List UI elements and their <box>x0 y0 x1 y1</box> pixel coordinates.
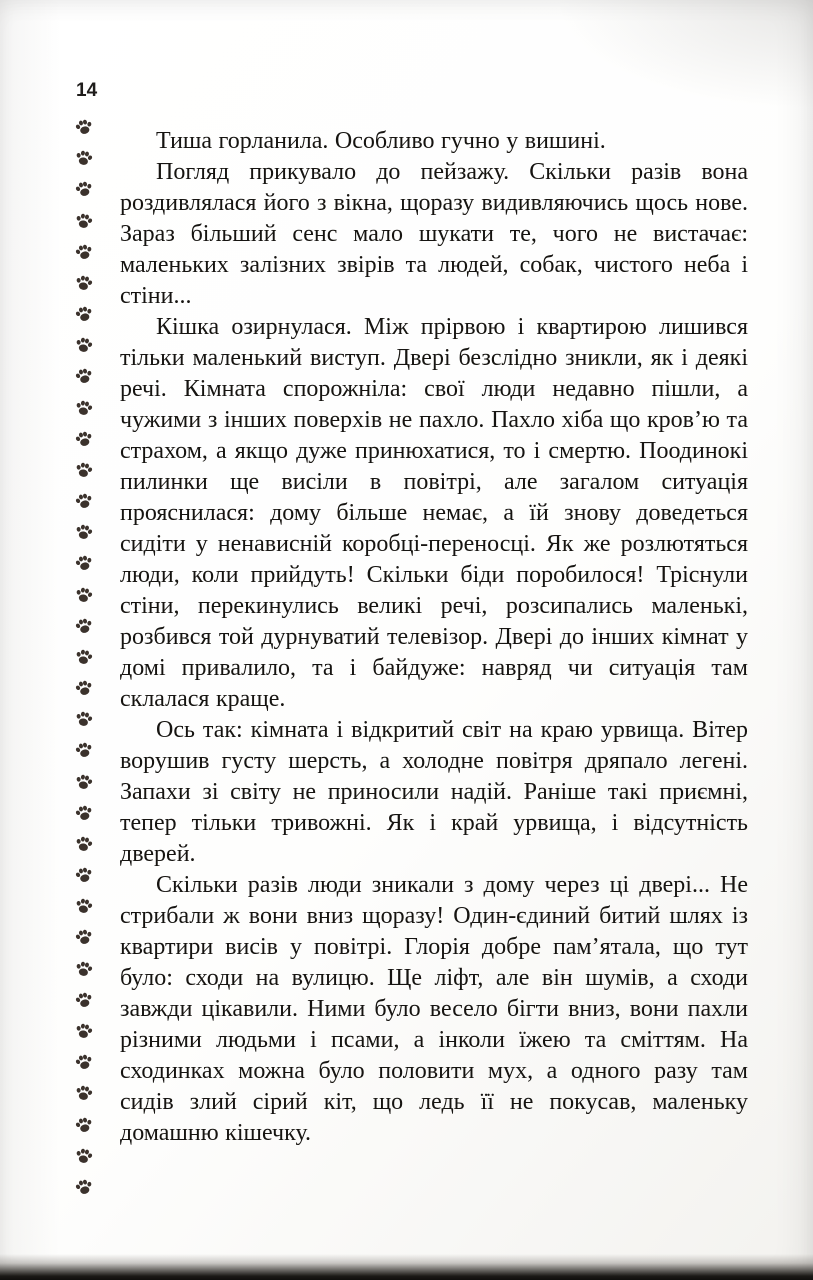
paw-icon <box>73 615 95 637</box>
paw-icon <box>73 303 95 325</box>
paw-icon <box>73 584 94 605</box>
paw-icon <box>73 864 95 886</box>
paw-icon <box>73 428 95 450</box>
page-left-shading <box>0 0 60 1280</box>
paw-icon <box>73 1176 95 1198</box>
paw-icon <box>73 397 94 418</box>
paw-icon <box>73 927 95 949</box>
paw-icon <box>73 1114 95 1136</box>
paw-icon <box>73 677 95 699</box>
paw-column <box>70 118 98 1196</box>
paw-icon <box>73 365 95 387</box>
page-number: 14 <box>76 80 98 101</box>
paw-icon <box>73 771 94 792</box>
paw-icon <box>73 210 94 231</box>
paw-icon <box>73 116 95 138</box>
paragraph: Кішка озирнулася. Між прірвою і квартирою лишився тільки маленький виступ. Двері безслідно зникли, як і деякі речі. Кімната спорожніла: свої люди недавно пішли, а чужими з інших поверхів не пахло. Пахло хіба що кров’ю та страхом, а якщо дуже принюхатися, то і смертю. Поодинокі пилинки ще висіли в повітрі, але загалом ситуація прояснилася: дому більше немає, а їй знову доведеться сидіти у ненависній коробці-переносці. Як же розлютяться люди, коли прийдуть! Скільки біди поробилося! Тріснули стіни, перекинулись великі речі, розсипались маленькі, розбився той дурнуватий телевізор. Двері до інших кімнат у домі привалило, та і байдуже: навряд чи ситуація там склалася краще. <box>120 314 748 712</box>
paragraph: Ось так: кімната і відкритий світ на краю урвища. Вітер ворушив густу шерсть, а холодне повітря дряпало легені. Запахи зі світу не приносили надій. Раніше такі приємні, тепер тільки тривожні. Як і край урвища, і відсутність дверей. <box>120 717 748 867</box>
paw-icon <box>73 989 95 1011</box>
paw-icon <box>73 148 94 169</box>
paw-icon <box>73 241 95 263</box>
paw-icon <box>73 896 94 917</box>
paw-icon <box>73 958 94 979</box>
text-block <box>120 126 748 1149</box>
paragraph: Скільки разів люди зникали з дому через ці двері... Не стрибали ж вони вниз щоразу! Один-єдиний битий шлях із квартири висів у повітрі. Глорія добре пам’ятала, що тут було: сходи на вулицю. Ще ліфт, але він шумів, а сходи завжди цікавили. Ними було весело бігти вниз, вони пахли різними людьми і псами, а інколи їжею та сміттям. На сходинках можна було половити мух, а одного разу там сидів злий сірий кіт, що ледь її не покусав, маленьку домашню кішечку. <box>120 872 748 1146</box>
paw-icon <box>73 1051 95 1073</box>
paw-icon <box>73 1020 94 1041</box>
paw-icon <box>73 740 95 762</box>
paw-icon <box>73 1083 94 1104</box>
paw-icon <box>73 335 94 356</box>
paw-icon <box>73 272 94 293</box>
paw-icon <box>73 833 94 854</box>
paw-icon <box>73 178 95 200</box>
paw-icon <box>73 522 94 543</box>
paw-icon <box>73 1145 94 1166</box>
paw-icon <box>73 459 94 480</box>
page-corner-shading <box>553 0 813 110</box>
paragraph: Погляд прикувало до пейзажу. Скільки разів вона роздивлялася його з вікна, щоразу видивляючись щось нове. Зараз більший сенс мало шукати те, чого не вистачає: маленьких залізних звірів та людей, собак, чистого неба і стіни... <box>120 159 748 309</box>
paw-icon <box>73 646 94 667</box>
paw-icon <box>73 709 94 730</box>
paragraph: Тиша горланила. Особливо гучно у вишині. <box>156 128 606 154</box>
paw-icon <box>73 552 95 574</box>
book-bottom-edge <box>0 1254 813 1280</box>
paw-icon <box>73 490 95 512</box>
paw-icon <box>73 802 95 824</box>
